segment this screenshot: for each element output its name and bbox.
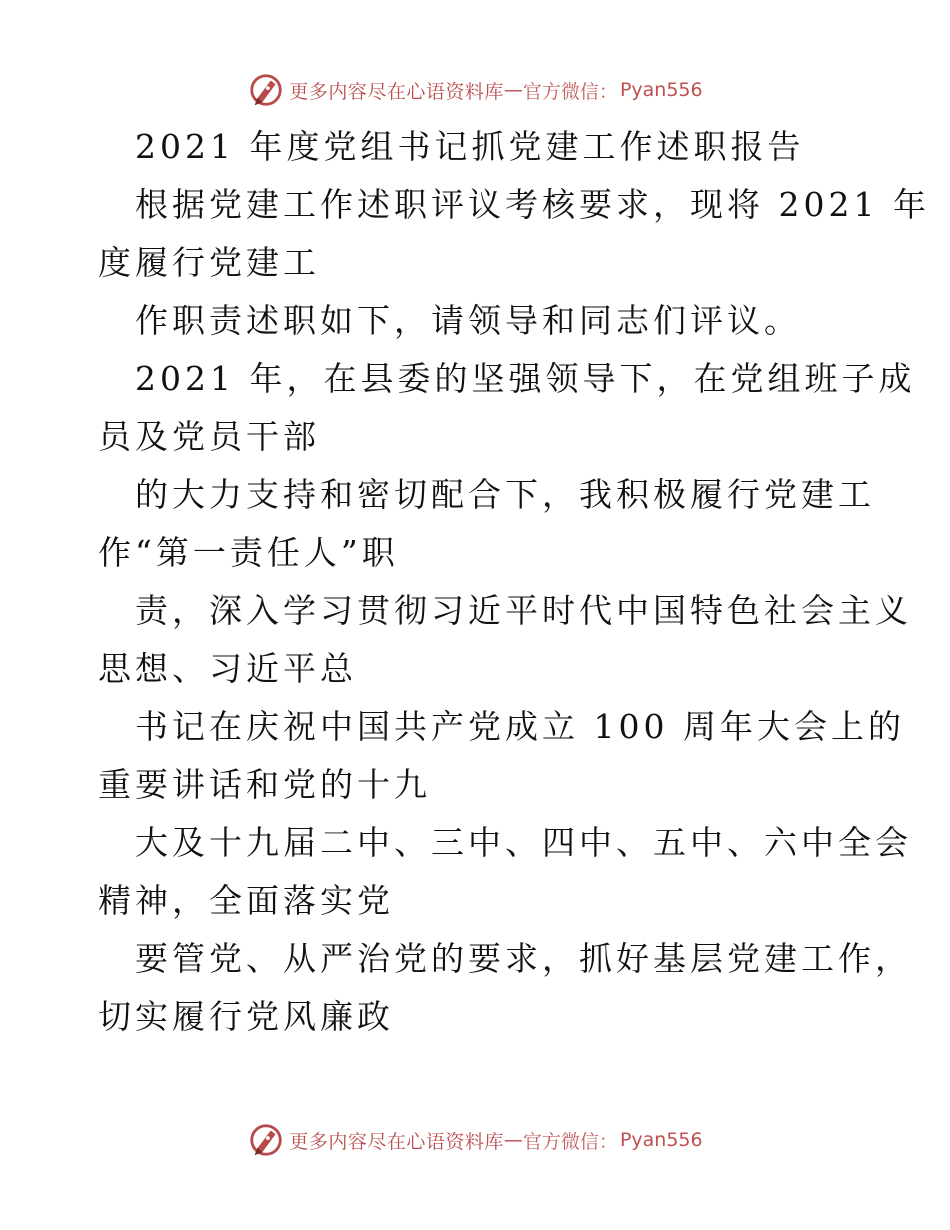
text-line: 度履行党建工 — [98, 243, 320, 282]
document-body — [98, 118, 930, 1046]
text-line: 2021 年，在县委的坚强领导下，在党组班子成 — [135, 359, 916, 398]
text-line: 根据党建工作述职评议考核要求，现将 2021 年 — [135, 185, 930, 224]
document-title: 2021 年度党组书记抓党建工作述职报告 — [135, 127, 805, 166]
text-line: 责，深入学习贯彻习近平时代中国特色社会主义 — [135, 591, 912, 630]
text-line: 作“第一责任人”职 — [98, 533, 399, 572]
text-line: 精神，全面落实党 — [98, 881, 394, 920]
text-line: 大及十九届二中、三中、四中、五中、六中全会 — [135, 823, 912, 862]
text-line: 书记在庆祝中国共产党成立 100 周年大会上的 — [135, 707, 905, 746]
fountain-pen-circle-icon — [247, 71, 285, 109]
header-wechat-handle: Pyan556 — [619, 79, 703, 101]
header-banner — [0, 70, 950, 110]
footer-banner — [0, 1120, 950, 1160]
text-line: 要管党、从严治党的要求，抓好基层党建工作， — [135, 939, 912, 978]
text-line: 重要讲话和党的十九 — [98, 765, 431, 804]
text-line: 作职责述职如下，请领导和同志们评议。 — [135, 301, 801, 340]
footer-wechat-handle: Pyan556 — [619, 1129, 703, 1151]
text-line: 切实履行党风廉政 — [98, 997, 394, 1036]
header-brand-text: 更多内容尽在心语资料库 — [289, 80, 504, 103]
header-separator: — — [503, 79, 523, 101]
footer-brand-text: 更多内容尽在心语资料库 — [289, 1130, 504, 1153]
footer-wechat-label: 官方微信： — [522, 1130, 618, 1153]
fountain-pen-circle-icon — [247, 1121, 285, 1159]
text-line: 的大力支持和密切配合下，我积极履行党建工 — [135, 475, 875, 514]
footer-separator: — — [503, 1129, 523, 1151]
text-line: 思想、习近平总 — [98, 649, 357, 688]
header-wechat-label: 官方微信： — [522, 80, 618, 103]
text-line: 员及党员干部 — [98, 417, 320, 456]
